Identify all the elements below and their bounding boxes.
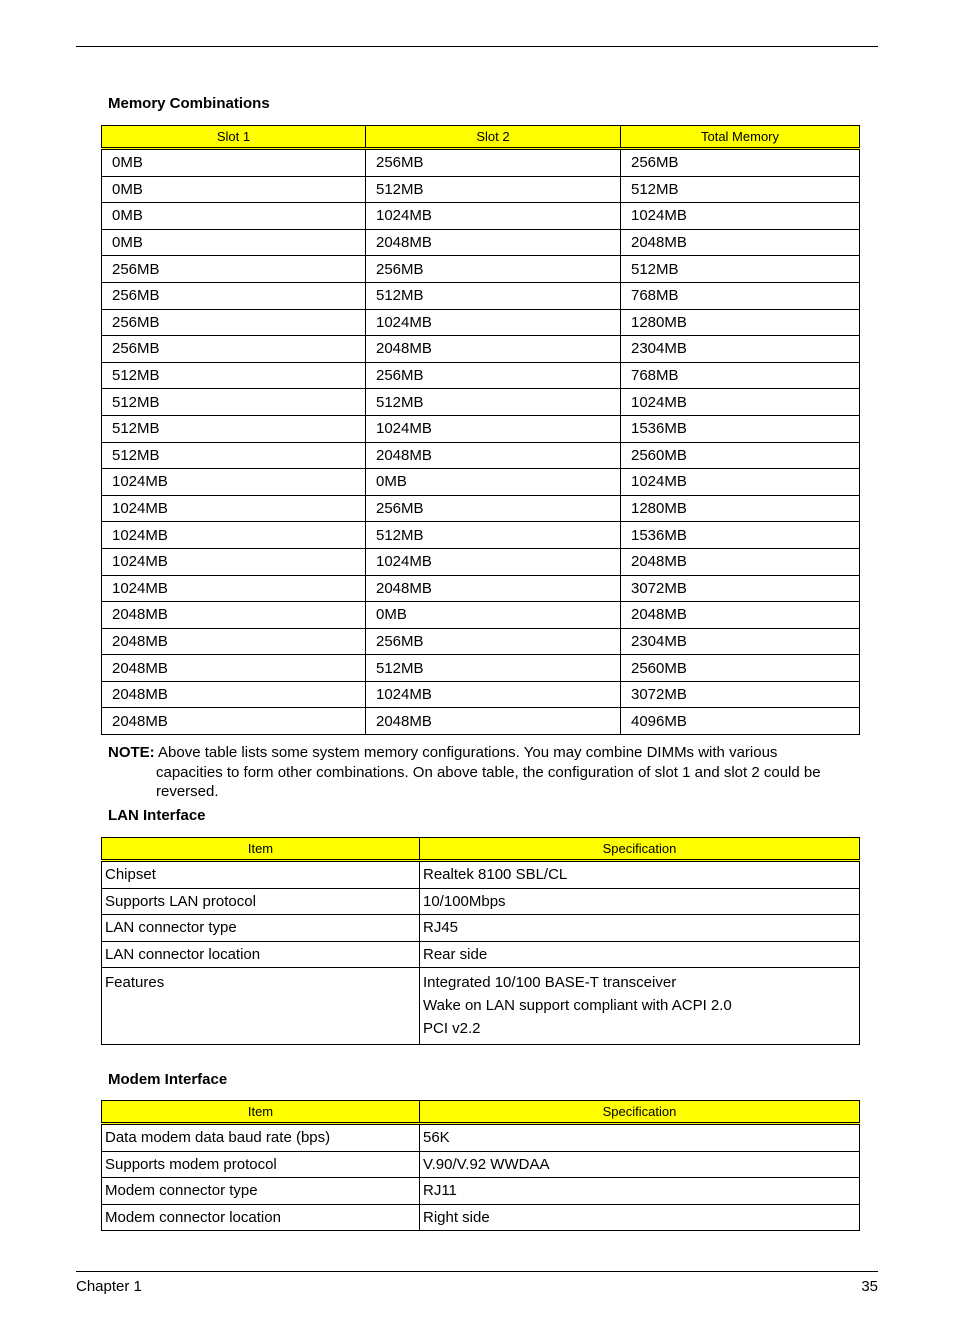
table-row — [102, 602, 860, 629]
slot-1-cell: 256MB — [102, 336, 366, 363]
total-memory-cell: 3072MB — [621, 681, 860, 708]
header-slot-1: Slot 1 — [102, 126, 366, 149]
total-memory-cell: 2048MB — [621, 602, 860, 629]
specification-cell — [420, 968, 860, 1045]
specification-cell — [420, 1178, 860, 1205]
item-cell: Supports modem protocol — [102, 1151, 420, 1178]
memory-note — [108, 743, 868, 802]
slot-2-cell: 256MB — [366, 628, 621, 655]
total-memory-cell: 2048MB — [621, 548, 860, 575]
total-memory-cell: 2304MB — [621, 336, 860, 363]
item-cell: Supports LAN protocol — [102, 888, 420, 915]
specification-line: Wake on LAN support compliant with ACPI 2.0 — [423, 997, 732, 1015]
table-row — [102, 389, 860, 416]
table-row — [102, 176, 860, 203]
slot-2-cell: 256MB — [366, 256, 621, 283]
table-row — [102, 256, 860, 283]
bottom-rule — [76, 1271, 878, 1272]
top-rule — [76, 46, 878, 47]
total-memory-cell: 2304MB — [621, 628, 860, 655]
specification-line: PCI v2.2 — [423, 1020, 481, 1038]
table-row — [102, 309, 860, 336]
specification-line: RJ45 — [423, 919, 459, 937]
total-memory-cell: 2048MB — [621, 229, 860, 256]
modem-header-row — [102, 1101, 860, 1124]
note-label: NOTE: — [108, 744, 155, 761]
lan-interface-title: LAN Interface — [108, 807, 206, 824]
slot-2-cell: 256MB — [366, 495, 621, 522]
total-memory-cell: 1536MB — [621, 522, 860, 549]
table-row — [102, 888, 860, 915]
table-row — [102, 655, 860, 682]
table-row — [102, 575, 860, 602]
slot-2-cell: 2048MB — [366, 336, 621, 363]
table-row — [102, 1124, 860, 1152]
table-row — [102, 362, 860, 389]
lan-interface-table — [101, 837, 860, 1045]
slot-1-cell: 1024MB — [102, 575, 366, 602]
slot-1-cell: 2048MB — [102, 681, 366, 708]
slot-2-cell: 2048MB — [366, 229, 621, 256]
specification-cell — [420, 1151, 860, 1178]
slot-2-cell: 256MB — [366, 149, 621, 177]
slot-2-cell: 512MB — [366, 176, 621, 203]
slot-2-cell: 512MB — [366, 282, 621, 309]
slot-2-cell: 1024MB — [366, 548, 621, 575]
specification-cell — [420, 915, 860, 942]
total-memory-cell: 1280MB — [621, 309, 860, 336]
specification-cell — [420, 941, 860, 968]
table-row — [102, 1151, 860, 1178]
slot-2-cell: 2048MB — [366, 708, 621, 735]
note-line-1: Above table lists some system memory configurations. You may combine DIMMs with various — [158, 744, 778, 761]
total-memory-cell: 512MB — [621, 176, 860, 203]
total-memory-cell: 1024MB — [621, 203, 860, 230]
header-total-memory: Total Memory — [621, 126, 860, 149]
slot-1-cell: 2048MB — [102, 655, 366, 682]
specification-cell — [420, 1124, 860, 1152]
slot-2-cell: 512MB — [366, 522, 621, 549]
specification-cell — [420, 1204, 860, 1231]
table-row — [102, 1204, 860, 1231]
slot-2-cell: 256MB — [366, 362, 621, 389]
table-row — [102, 229, 860, 256]
slot-1-cell: 2048MB — [102, 628, 366, 655]
slot-1-cell: 512MB — [102, 362, 366, 389]
slot-1-cell: 512MB — [102, 415, 366, 442]
slot-1-cell: 2048MB — [102, 708, 366, 735]
item-cell: Chipset — [102, 861, 420, 889]
specification-line: V.90/V.92 WWDAA — [423, 1155, 550, 1173]
item-cell: LAN connector type — [102, 915, 420, 942]
table-row — [102, 282, 860, 309]
table-row — [102, 548, 860, 575]
total-memory-cell: 1024MB — [621, 389, 860, 416]
slot-2-cell: 1024MB — [366, 203, 621, 230]
table-row — [102, 149, 860, 177]
note-line-3: reversed. — [156, 783, 219, 800]
table-row — [102, 522, 860, 549]
total-memory-cell: 2560MB — [621, 655, 860, 682]
total-memory-cell: 768MB — [621, 362, 860, 389]
slot-1-cell: 0MB — [102, 229, 366, 256]
header-slot-2: Slot 2 — [366, 126, 621, 149]
slot-1-cell: 1024MB — [102, 548, 366, 575]
item-cell: Features — [102, 968, 420, 1045]
slot-2-cell: 1024MB — [366, 681, 621, 708]
slot-1-cell: 1024MB — [102, 495, 366, 522]
total-memory-cell: 3072MB — [621, 575, 860, 602]
footer-chapter: Chapter 1 — [76, 1278, 142, 1295]
note-line-2: capacities to form other combinations. On above table, the configuration of slot 1 and slot 2 could be — [156, 763, 821, 781]
slot-2-cell: 512MB — [366, 655, 621, 682]
table-row — [102, 1178, 860, 1205]
total-memory-cell: 4096MB — [621, 708, 860, 735]
item-cell: Data modem data baud rate (bps) — [102, 1124, 420, 1152]
table-row — [102, 442, 860, 469]
slot-1-cell: 2048MB — [102, 602, 366, 629]
item-cell: Modem connector location — [102, 1204, 420, 1231]
specification-line: Right side — [423, 1209, 490, 1227]
slot-1-cell: 256MB — [102, 282, 366, 309]
table-row — [102, 941, 860, 968]
header-specification: Specification — [420, 1101, 860, 1124]
slot-2-cell: 2048MB — [366, 575, 621, 602]
slot-1-cell: 1024MB — [102, 469, 366, 496]
slot-1-cell: 0MB — [102, 149, 366, 177]
table-row — [102, 495, 860, 522]
total-memory-cell: 1536MB — [621, 415, 860, 442]
total-memory-cell: 1280MB — [621, 495, 860, 522]
specification-line: Rear side — [423, 946, 488, 964]
header-specification: Specification — [420, 838, 860, 861]
specification-line: Integrated 10/100 BASE-T transceiver — [423, 974, 677, 992]
slot-1-cell: 512MB — [102, 389, 366, 416]
memory-combinations-title: Memory Combinations — [108, 95, 270, 112]
table-row — [102, 968, 860, 1045]
modem-interface-table — [101, 1100, 860, 1231]
total-memory-cell: 256MB — [621, 149, 860, 177]
total-memory-cell: 1024MB — [621, 469, 860, 496]
slot-1-cell: 1024MB — [102, 522, 366, 549]
header-item: Item — [102, 838, 420, 861]
table-row — [102, 861, 860, 889]
slot-1-cell: 256MB — [102, 256, 366, 283]
item-cell: LAN connector location — [102, 941, 420, 968]
table-row — [102, 469, 860, 496]
slot-1-cell: 0MB — [102, 176, 366, 203]
modem-interface-title: Modem Interface — [108, 1071, 228, 1088]
slot-2-cell: 2048MB — [366, 442, 621, 469]
total-memory-cell: 768MB — [621, 282, 860, 309]
table-row — [102, 915, 860, 942]
specification-line: Realtek 8100 SBL/CL — [423, 866, 568, 884]
slot-2-cell: 1024MB — [366, 415, 621, 442]
total-memory-cell: 512MB — [621, 256, 860, 283]
memory-header-row — [102, 126, 860, 149]
lan-header-row — [102, 838, 860, 861]
footer-page-number: 35 — [861, 1278, 878, 1295]
specification-cell — [420, 861, 860, 889]
table-row — [102, 203, 860, 230]
slot-1-cell: 0MB — [102, 203, 366, 230]
table-row — [102, 336, 860, 363]
table-row — [102, 628, 860, 655]
slot-2-cell: 0MB — [366, 602, 621, 629]
header-item: Item — [102, 1101, 420, 1124]
table-row — [102, 415, 860, 442]
slot-1-cell: 256MB — [102, 309, 366, 336]
table-row — [102, 708, 860, 735]
specification-line: RJ11 — [423, 1182, 457, 1200]
slot-2-cell: 1024MB — [366, 309, 621, 336]
slot-2-cell: 0MB — [366, 469, 621, 496]
specification-cell — [420, 888, 860, 915]
slot-1-cell: 512MB — [102, 442, 366, 469]
table-row — [102, 681, 860, 708]
slot-2-cell: 512MB — [366, 389, 621, 416]
item-cell: Modem connector type — [102, 1178, 420, 1205]
total-memory-cell: 2560MB — [621, 442, 860, 469]
specification-line: 56K — [423, 1129, 450, 1147]
memory-combinations-table — [101, 125, 860, 735]
specification-line: 10/100Mbps — [423, 892, 506, 910]
